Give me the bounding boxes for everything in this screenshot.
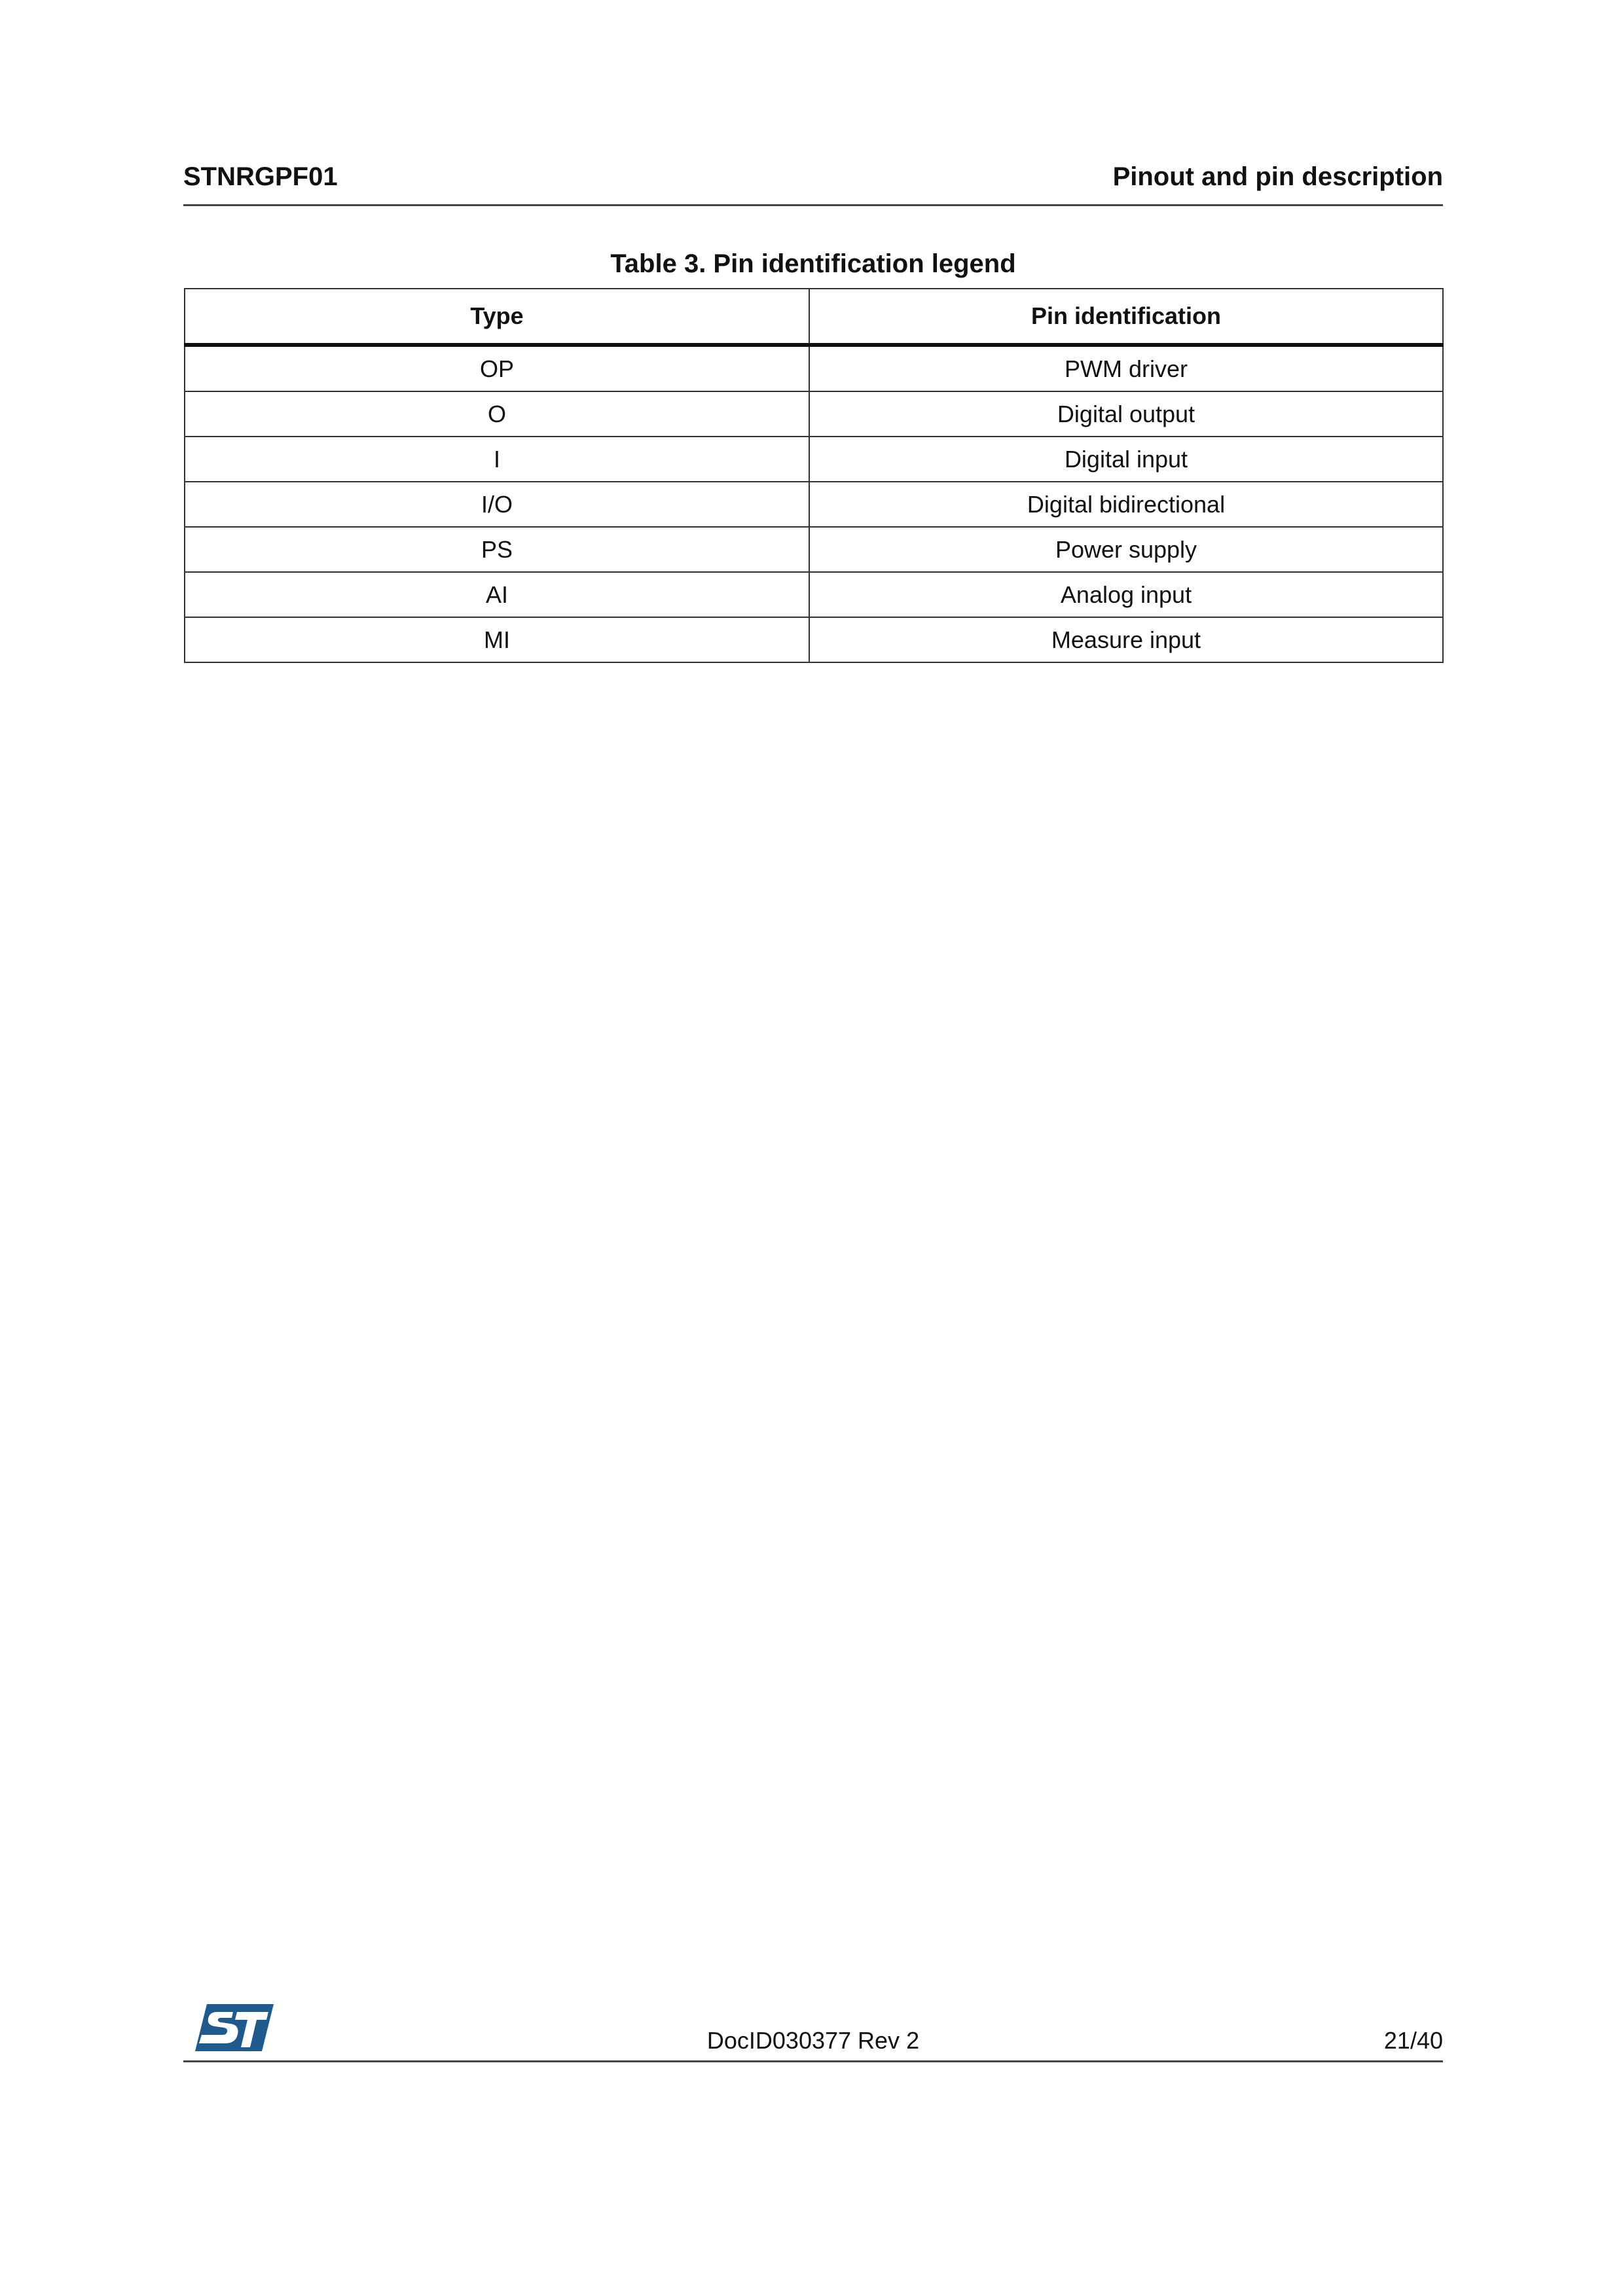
page-number: 21/40 — [1383, 2027, 1443, 2054]
page-footer — [183, 2003, 1443, 2062]
pin-identification-cell: PWM driver — [809, 345, 1443, 391]
page-header — [183, 156, 1443, 206]
table-row — [185, 391, 1443, 437]
table-row — [185, 437, 1443, 482]
pin-identification-table — [184, 288, 1444, 663]
pin-identification-cell: Analog input — [809, 572, 1443, 617]
table-row — [185, 572, 1443, 617]
type-cell: I/O — [185, 482, 809, 527]
pin-identification-cell: Power supply — [809, 527, 1443, 572]
column-header-pin-identification: Pin identification — [809, 289, 1443, 345]
type-cell: I — [185, 437, 809, 482]
table-header-row — [185, 289, 1443, 345]
type-cell: PS — [185, 527, 809, 572]
table-title: Table 3. Pin identification legend — [610, 249, 1016, 278]
section-title: Pinout and pin description — [1112, 162, 1443, 191]
document-part-number: STNRGPF01 — [183, 162, 338, 191]
type-cell: MI — [185, 617, 809, 662]
table-row — [185, 527, 1443, 572]
type-cell: OP — [185, 345, 809, 391]
type-cell: O — [185, 391, 809, 437]
pin-identification-cell: Digital bidirectional — [809, 482, 1443, 527]
table-row — [185, 345, 1443, 391]
pin-identification-cell: Digital input — [809, 437, 1443, 482]
pin-identification-cell: Measure input — [809, 617, 1443, 662]
column-header-type: Type — [185, 289, 809, 345]
table-row — [185, 617, 1443, 662]
pin-identification-cell: Digital output — [809, 391, 1443, 437]
type-cell: AI — [185, 572, 809, 617]
document-id: DocID030377 Rev 2 — [706, 2027, 920, 2054]
table-row — [185, 482, 1443, 527]
